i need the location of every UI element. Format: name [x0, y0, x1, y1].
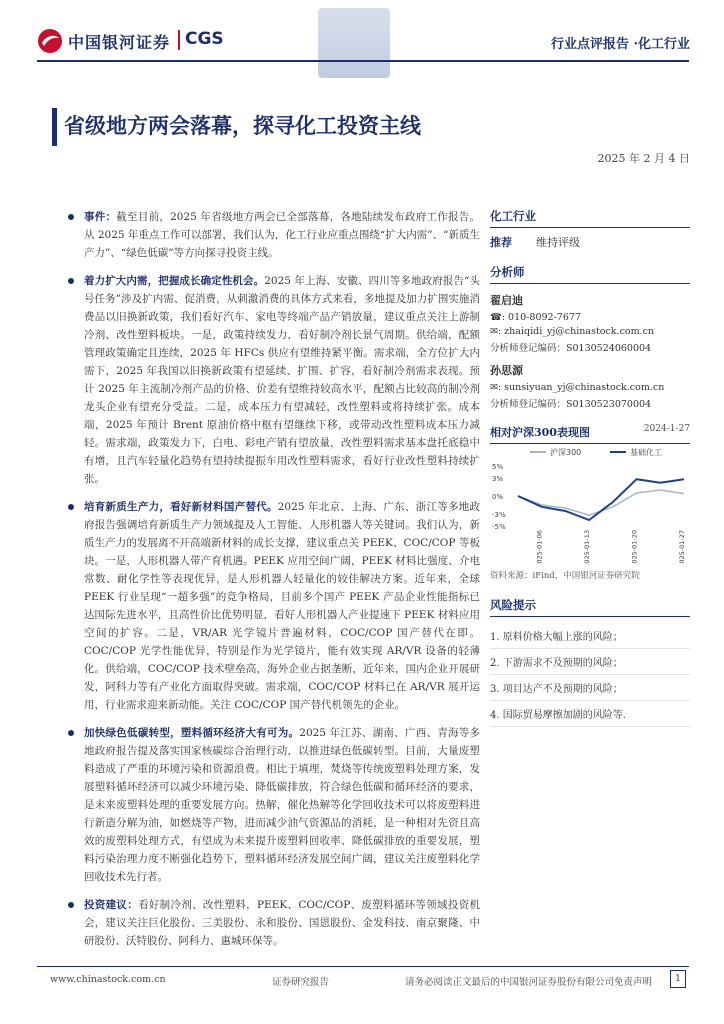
- paragraph-text: 截至目前，2025 年省级地方两会已全部落幕，各地陆续发布政府工作报告。从 2025 年重点工作可以部署，我们认为，化工行业应重点围绕“扩大内需”、“新质生产力”、“绿色低碳”等方向探寻投资主线。: [84, 211, 481, 259]
- paragraph-domestic-demand: [60, 272, 480, 488]
- analyst-cert: 分析师登记编码：S0130523070004: [490, 399, 652, 410]
- chart-date: 2024-1-27: [643, 424, 690, 434]
- footer-disclaimer: 请务必阅读正文最后的中国银河证券股份有限公司免责声明: [405, 977, 653, 988]
- paragraph-investment-advice: [60, 896, 480, 950]
- logo-divider: [178, 30, 180, 50]
- analyst-title: 分析师: [490, 264, 690, 284]
- page-number: 1: [670, 970, 686, 988]
- paragraph-lead: 培育新质生产力，看好新材料国产替代。: [84, 501, 278, 513]
- y-tick-label: 0%: [492, 493, 504, 501]
- paragraph-text: 2025 年江苏、湖南、广西、青海等多地政府报告提及落实国家核碳综合治理行动，以推进绿色低碳转型。目前，大量废塑料造成了严重的环境污染和资源浪费。相比于填埋，焚烧等传统废塑料处理方案，发展塑料循环经济可以减少环境污染、降低碳排放，符合绿色低碳和循环经济的要求，是未来废塑料处理的重要发展方向。热解，催化热解等化学回收技术可以将废塑料进行新造分解为油，如燃烧等产物，进而减少油气资源品的消耗，是一种相对先资且高效的废塑料处理方式，有望成为未来提升废塑料回收率、降低碳排放的重要发展，塑料污染治理力度不断强化趋势下，塑料循环经济发展空间广阔，建议关注废塑料化学回收技术先行者。: [84, 727, 481, 883]
- x-tick-label: 2025-01-06: [535, 530, 544, 564]
- x-tick-label: 2025-01-13: [583, 530, 592, 564]
- risk-title: 风险提示: [490, 597, 690, 617]
- analyst-email[interactable]: ✉: zhaiqidi_yj@chinastock.com.cn: [490, 326, 655, 337]
- page-title: 省级地方两会落幕，探寻化工投资主线: [64, 114, 421, 138]
- paragraph-text: 2025 年上海、安徽、四川等多地政府报告“头号任务”涉及扩内需、促消费，从刺激消费的具体方式来看，多地提及加力扩围实施消费品以旧换新政策，我们看好汽车、家电等终端产品产销放量，建议重点关注上游制冷剂、改性塑料板块。一是，政策持续发力，看好制冷剂长景气周期。供给端，配额管理政策确定且连续，2025 年 HFCs 供应有望维持紧平衡。需求端，全方位扩大内需下，2025 年我国以旧换新政策有望延续、扩围、扩容，看好制冷剂需求表现。预计 2025 年主流制冷剂产品的价格、价差有望维持较高水平，配额占比较高的制冷剂龙头企业有望充分受益。二是，成本压力有望减轻，改性塑料或将持续扩张。成本端，2025 年预计 Brent 原油价格中枢有望继续下移，或带动改性塑料成本压力减轻。需求端，政策发力下，白电、彩电产销有望放量，改性塑料需求基本盘托底稳中有增，且汽车轻量化趋势有望持续提振车用改性塑料需求，看好行业改性塑料持续扩张。: [84, 275, 480, 485]
- chart-header: [490, 424, 690, 444]
- header-rule: [37, 60, 689, 62]
- chart-title: 相对沪深300表现图: [490, 426, 590, 439]
- sidebar: [490, 208, 690, 727]
- analyst-card: [490, 292, 690, 354]
- report-type: 行业点评报告 ·化工行业: [550, 37, 690, 52]
- rating-row: [490, 234, 690, 250]
- paragraph-green-transition: [60, 724, 480, 886]
- industry-title: 化工行业: [490, 208, 690, 228]
- series-line: [518, 479, 684, 520]
- legend-label: 沪深300: [550, 448, 582, 457]
- rating-label: 推荐: [490, 236, 512, 249]
- risk-item: 1. 原料价格大幅上涨的风险；: [490, 623, 690, 649]
- paragraph-lead: 事件：: [84, 211, 117, 223]
- bullet-icon: [68, 504, 74, 510]
- paragraph-text: 看好制冷剂、改性塑料，PEEK、COC/COP、废塑料循环等领域投资机会，建议关注巨化股份、三美股份、永和股份、国恩股份、金发科技、南京聚隆、中研股份、沃特股份、阿科力、惠城环保等。: [84, 899, 480, 947]
- brand-name: 中国银河证券: [68, 33, 171, 52]
- report-date: 2025 年 2 月 4 日: [597, 152, 690, 165]
- performance-chart: [490, 444, 690, 564]
- brand-abbr: CGS: [185, 29, 224, 49]
- x-tick-label: 2025-01-20: [630, 530, 639, 564]
- title-accent-bar: [52, 108, 57, 146]
- rating-value: 维持评级: [536, 236, 580, 249]
- chart-source: 资料来源：iFind，中国银河证券研究院: [490, 571, 640, 581]
- paragraph-lead: 投资建议：: [84, 899, 139, 911]
- legend-label: 基础化工: [630, 448, 662, 457]
- analyst-phone: ☎: 010-8092-7677: [490, 312, 581, 323]
- bullet-icon: [68, 278, 74, 284]
- y-tick-label: 5%: [492, 463, 504, 471]
- report-header: [0, 0, 724, 90]
- y-tick-label: -3%: [492, 511, 506, 519]
- analyst-name: 翟启迪: [490, 294, 523, 307]
- analyst-cert: 分析师登记编码：S0130524060004: [490, 343, 652, 354]
- bullet-icon: [68, 214, 74, 220]
- bullet-icon: [68, 730, 74, 736]
- galaxy-logo-icon: [37, 28, 63, 54]
- x-tick-label: 2025-01-27: [678, 530, 686, 564]
- analyst-email[interactable]: ✉: sunsiyuan_yj@chinastock.com.cn: [490, 382, 665, 393]
- footer-rule: [37, 966, 689, 967]
- paragraph-lead: 加快绿色低碳转型，塑料循环经济大有可为。: [84, 727, 300, 739]
- risk-item: 3. 项目达产不及预期的风险；: [490, 675, 690, 701]
- risk-item: 2. 下游需求不及预期的风险；: [490, 649, 690, 675]
- watermark-logo: [318, 8, 390, 78]
- footer-website[interactable]: www.chinastock.com.cn: [50, 974, 166, 985]
- analyst-card: [490, 362, 690, 410]
- paragraph-lead: 着力扩大内需，把握成长确定性机会。: [84, 275, 265, 287]
- paragraph-event: [60, 208, 480, 262]
- footer-label: 证券研究报告: [272, 977, 330, 988]
- paragraph-new-materials: [60, 498, 480, 714]
- analyst-name: 孙思源: [490, 364, 523, 377]
- risk-item: 4. 国际贸易摩擦加剧的风险等.: [490, 701, 690, 727]
- bullet-icon: [68, 902, 74, 908]
- paragraph-text: 2025 年北京、上海、广东、浙江等多地政府报告强调培育新质生产力领域提及人工智能、人形机器人等关键词。我们认为，新质生产力的发展离不开高端新材料的成长支撑，建议重点关 PEEK、COC/COP 等板块。一是，人形机器人带产育机遇。PEEK 应用空间广阔，PEEK 材料比强度、介电常数、耐化学性等表现优异，是人形机器人轻量化的较佳解决方案。近年来，全球 PEEK 行业呈现“一超多强”的竞争格局，目前多个国产 PEEK 产品企业性能指标已达国际先进水平，且高性价比优势明显，看好人形机器人产业提速下 PEEK 材料应用空间的扩容。二是，VR/AR 光学镜片普遍材料，COC/COP 国产替代在即。COC/COP 光学性能优异，特别是作为光学镜片，能有效实现 AR/VR 设备的轻薄化。供给端，COC/COP 技术壁垒高，海外企业占据垄断，近年来，国内企业开展研发，阿科力等有产业化方面取得突破。需求端，COC/COP 材料已在 AR/VR 展开运用，行业需求迎来新动能。关注 COC/COP 国产替代机领先的企业。: [84, 501, 480, 711]
- y-tick-label: 3%: [492, 475, 504, 483]
- y-tick-label: -5%: [492, 523, 506, 531]
- main-body: [60, 208, 480, 960]
